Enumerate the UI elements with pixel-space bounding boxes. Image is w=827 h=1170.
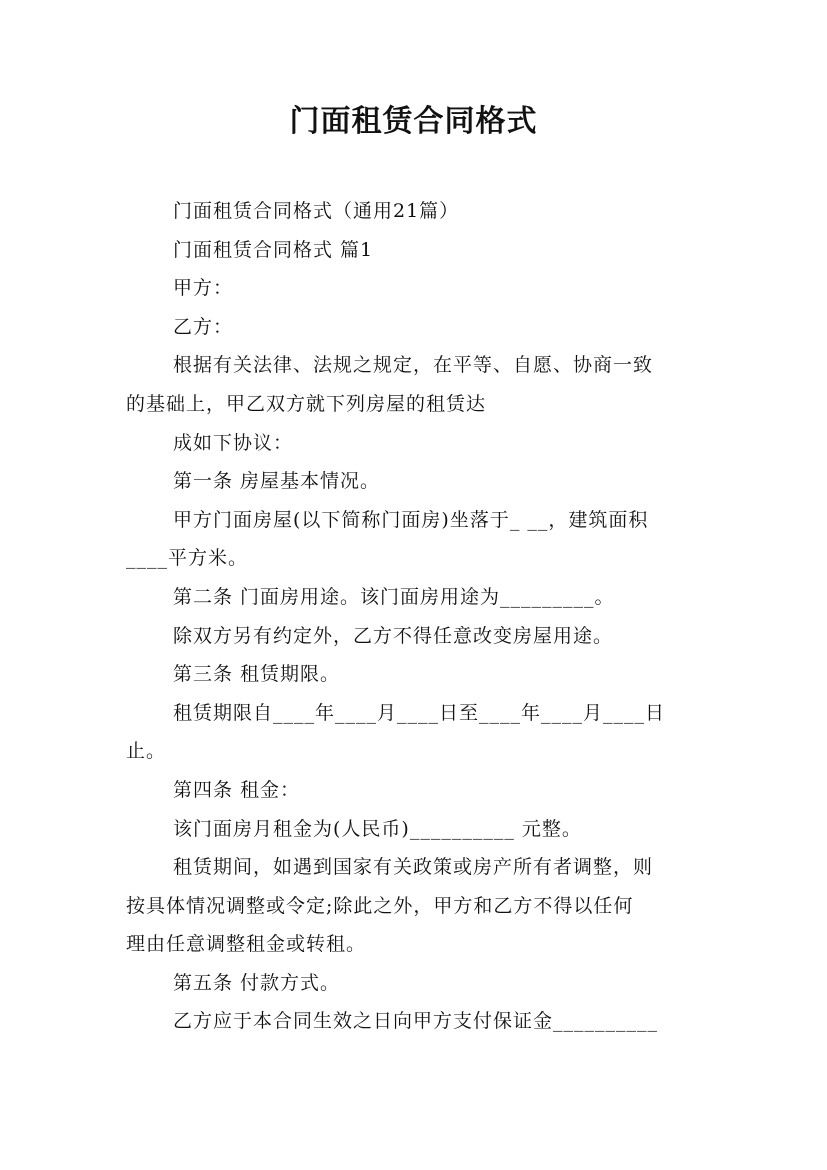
- text-line-article-5-body-1: 乙方应于本合同生效之日向甲方支付保证金__________: [173, 1010, 659, 1033]
- text-line-section-heading: 门面租赁合同格式 篇1: [173, 238, 374, 261]
- text-line-article-4-body-3: 按具体情况调整或令定;除此之外，甲方和乙方不得以任何: [126, 894, 634, 917]
- text-line-article-5-heading: 第五条 付款方式。: [173, 971, 341, 994]
- text-line-article-3-body-2: 止。: [126, 740, 167, 763]
- document-title: 门面租赁合同格式: [289, 104, 538, 139]
- document-body: [126, 192, 704, 1041]
- text-line-article-3-heading: 第三条 租赁期限。: [173, 663, 341, 686]
- text-line-party-a: 甲方：: [173, 277, 234, 300]
- text-line-preamble-2: 的基础上，甲乙双方就下列房屋的租赁达: [126, 392, 487, 415]
- text-line-preamble-1: 根据有关法律、法规之规定，在平等、自愿、协商一致: [173, 354, 654, 377]
- text-line-article-4-body-4: 理由任意调整租金或转租。: [126, 933, 367, 956]
- text-line-subtitle: 门面租赁合同格式（通用21篇）: [173, 200, 460, 222]
- text-line-article-3-body-1: 租赁期限自____年____月____日至____年____月____日: [173, 701, 666, 724]
- text-line-article-1-body-2: ____平方米。: [126, 547, 249, 570]
- text-line-preamble-3: 成如下协议：: [173, 431, 294, 454]
- text-line-article-1-body-1: 甲方门面房屋(以下简称门面房)坐落于_ __，建筑面积: [173, 508, 649, 531]
- text-line-article-2-heading: 第二条 门面房用途。该门面房用途为_________。: [173, 585, 615, 608]
- text-line-article-4-body-1: 该门面房月租金为(人民币)__________ 元整。: [173, 817, 582, 840]
- text-line-article-4-body-2: 租赁期间，如遇到国家有关政策或房产所有者调整，则: [173, 856, 654, 879]
- text-line-article-4-heading: 第四条 租金：: [173, 778, 301, 801]
- text-line-article-1-heading: 第一条 房屋基本情况。: [173, 470, 381, 493]
- text-line-party-b: 乙方：: [173, 315, 234, 338]
- text-line-article-2-body: 除双方另有约定外，乙方不得任意改变房屋用途。: [173, 624, 614, 647]
